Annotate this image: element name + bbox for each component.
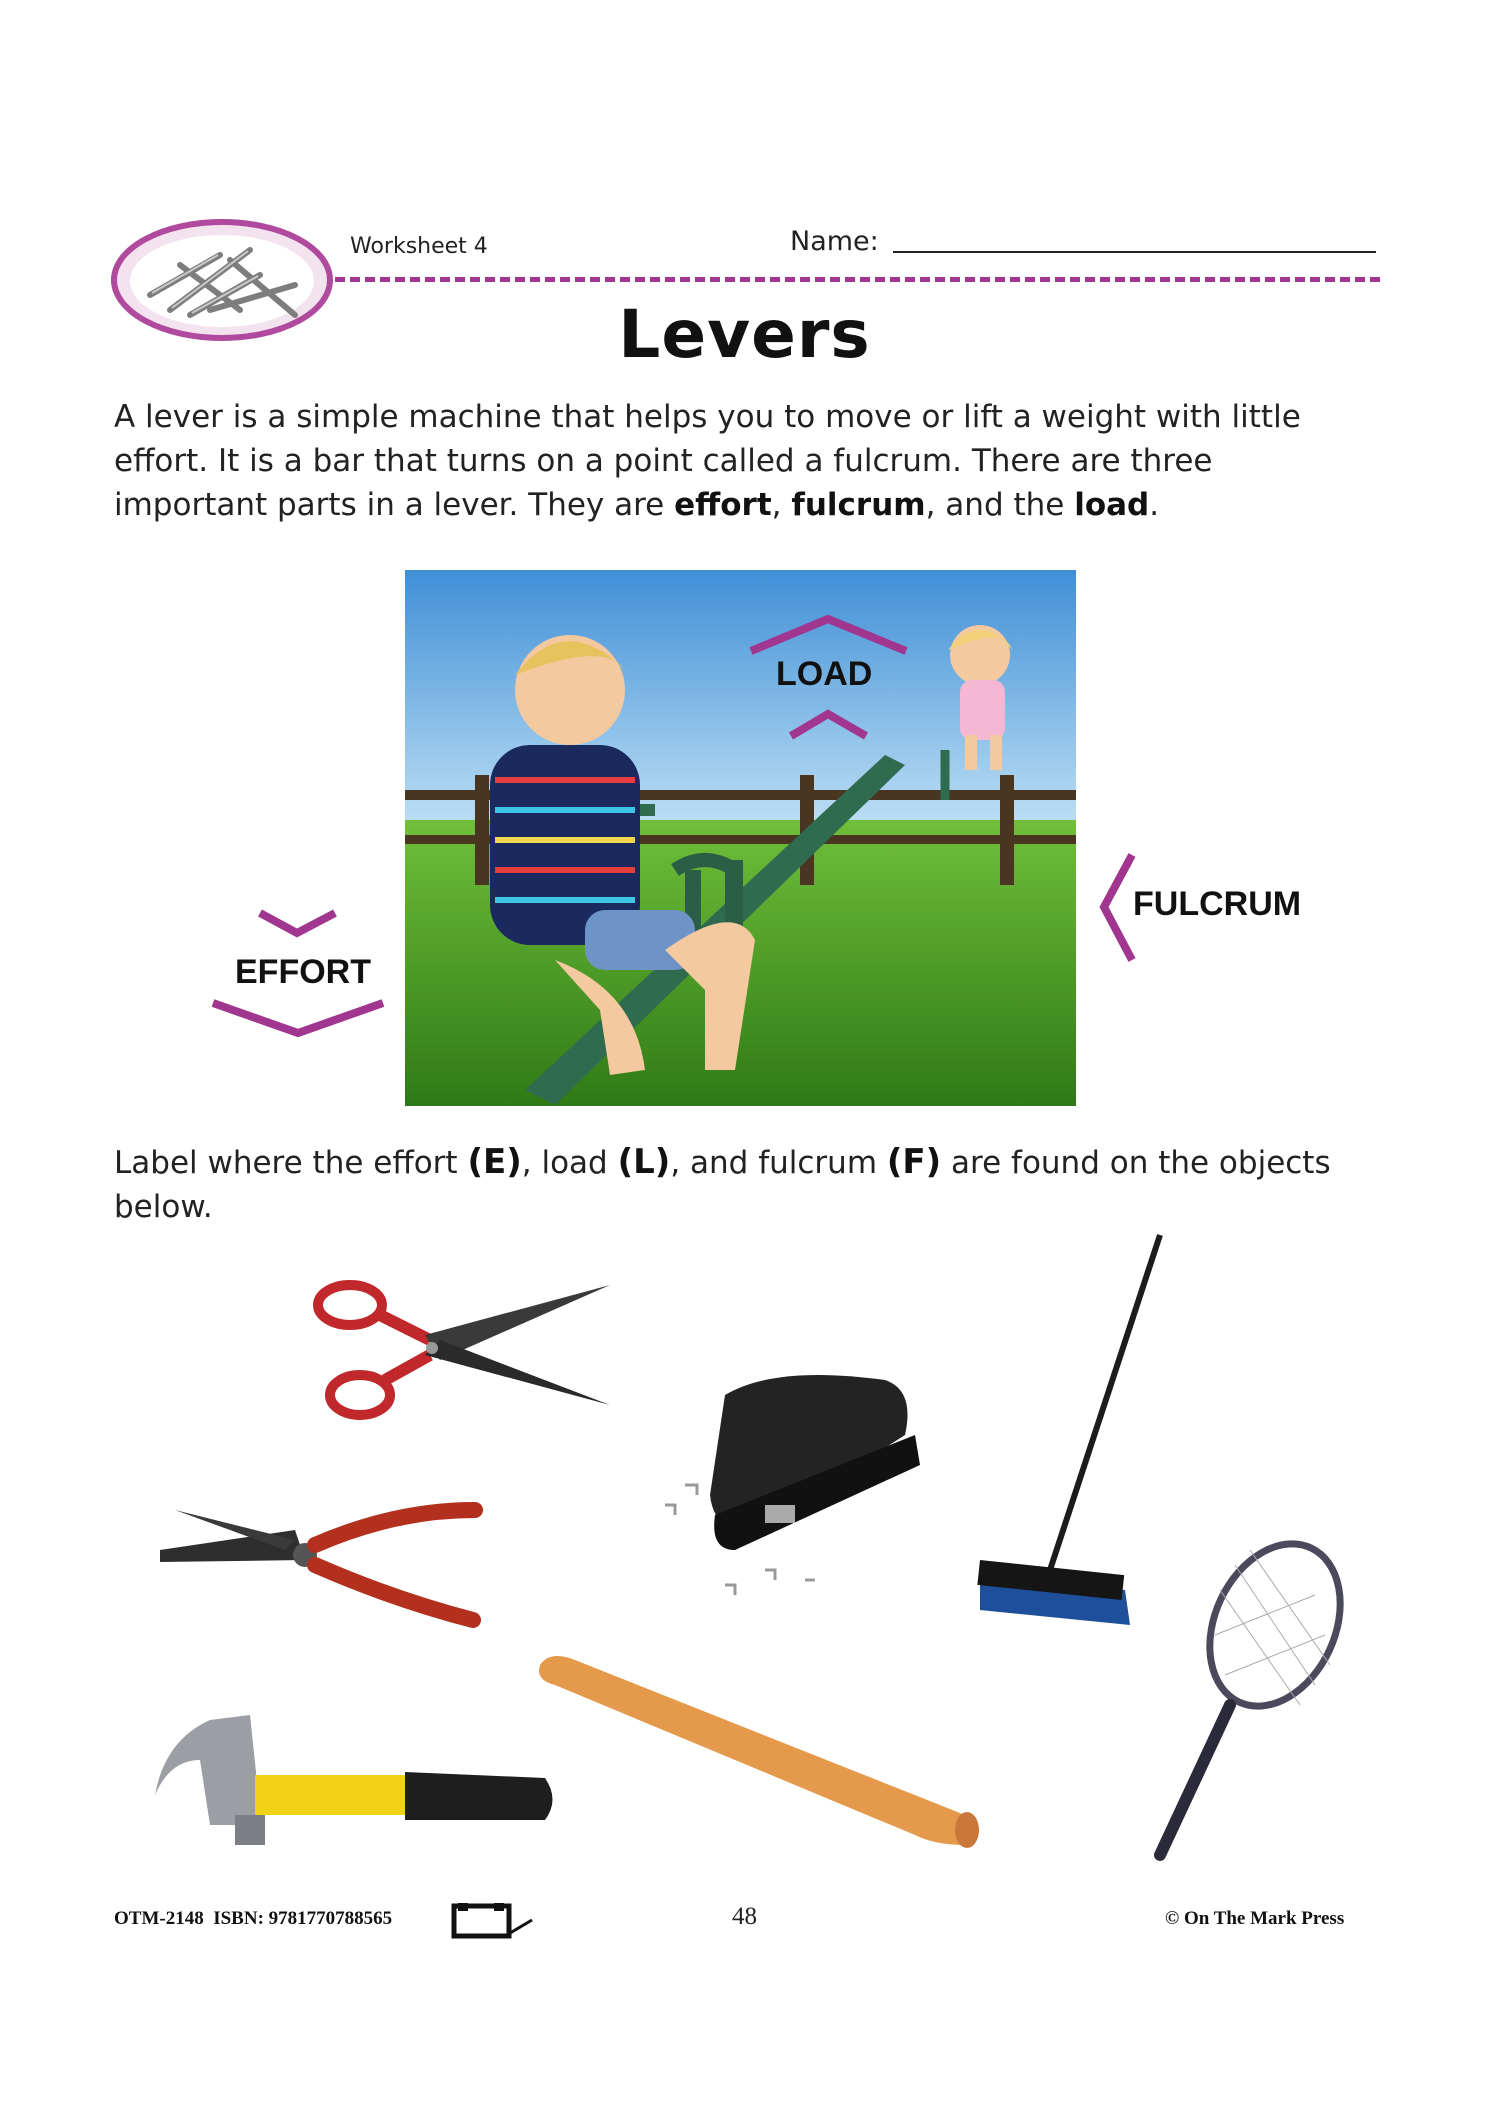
pliers-icon: [155, 1490, 485, 1640]
intro-sep: , and the: [925, 487, 1075, 523]
worksheet-label: Worksheet 4: [350, 234, 488, 259]
intro-sep: ,: [771, 487, 792, 523]
term-effort: effort: [674, 487, 772, 523]
name-field-line[interactable]: [893, 251, 1376, 253]
seesaw-photo: [405, 570, 1076, 1106]
intro-paragraph: [114, 395, 1364, 527]
load-chevron-up-small-icon: [786, 706, 871, 741]
term-load: load: [1074, 487, 1150, 523]
effort-chevron-down-small-icon: [255, 905, 340, 940]
q-fulcrum-code: (F): [886, 1142, 942, 1182]
intro-text: A lever is a simple machine that helps you to move or lift a weight with little effort. It is a bar that turns on a point called a fulcrum. There are three important parts in a lever. They are: [114, 399, 1301, 523]
header-divider: [335, 277, 1380, 282]
q-load-code: (L): [617, 1142, 671, 1182]
load-label: LOAD: [776, 655, 873, 693]
stapler-icon: [655, 1365, 950, 1605]
effort-chevron-down-icon: [208, 995, 388, 1040]
intro-end: .: [1149, 487, 1160, 523]
term-fulcrum: fulcrum: [791, 487, 926, 523]
page-title: Levers: [618, 296, 871, 373]
q-text: Label where the effort: [114, 1145, 468, 1181]
footer-code: OTM-2148 ISBN: 9781770788565: [114, 1908, 393, 1929]
name-label: Name:: [790, 226, 879, 257]
label-instructions: [114, 1140, 1364, 1229]
tennis-racket-icon: [1115, 1535, 1360, 1870]
q-effort-code: (E): [467, 1142, 522, 1182]
baseball-bat-icon: [535, 1645, 985, 1855]
q-text: , and fulcrum: [670, 1145, 887, 1181]
effort-label: EFFORT: [235, 953, 371, 991]
hammer-icon: [150, 1700, 560, 1860]
footer-copyright: © On The Mark Press: [1165, 1908, 1345, 1929]
scissors-icon: [300, 1265, 620, 1445]
q-text: , load: [521, 1145, 618, 1181]
page-number: 48: [732, 1903, 757, 1930]
fulcrum-label: FULCRUM: [1133, 885, 1302, 923]
q-text: are found on the objects below.: [114, 1145, 1331, 1225]
load-chevron-up-icon: [746, 611, 911, 656]
